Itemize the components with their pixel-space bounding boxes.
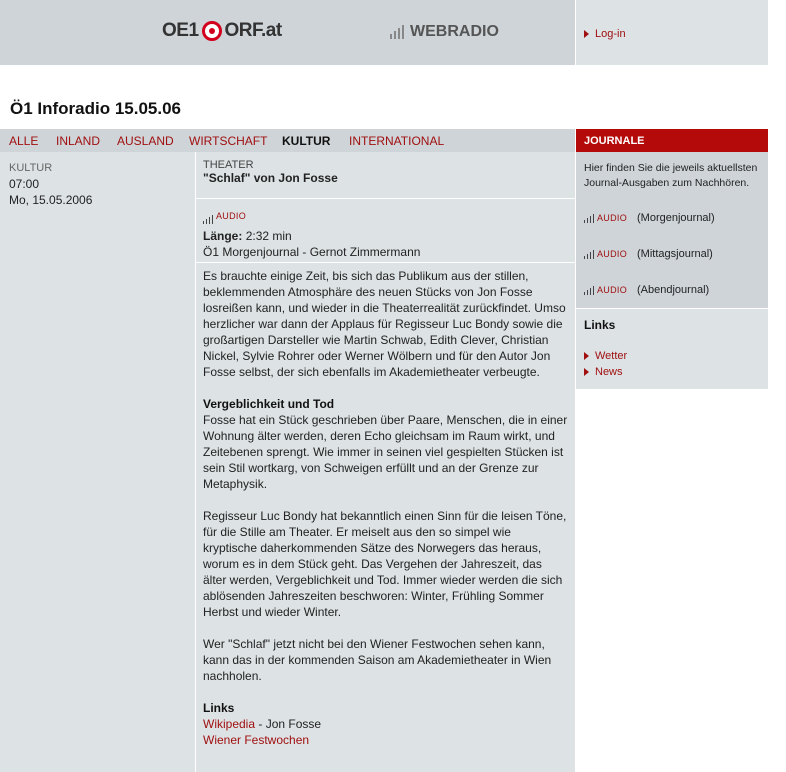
- subheading: Vergeblichkeit und Tod: [203, 397, 335, 411]
- nav-item-alle[interactable]: ALLE: [9, 134, 39, 148]
- logo-oe1-text: OE1: [162, 20, 199, 41]
- article-body: [203, 268, 568, 748]
- sidebar-links-title: Links: [584, 318, 616, 332]
- audio-bars-icon: [390, 25, 404, 39]
- webradio-link[interactable]: [390, 23, 499, 41]
- divider: [196, 262, 575, 263]
- sidebar-link-news[interactable]: [584, 366, 623, 378]
- page-title: Ö1 Inforadio 15.05.06: [10, 99, 182, 118]
- journal-item-abend[interactable]: [584, 284, 709, 296]
- audio-bars-icon: [584, 286, 594, 295]
- nav-item-wirtschaft[interactable]: WIRTSCHAFT: [189, 134, 268, 148]
- audio-bars-icon: [584, 214, 594, 223]
- link-row: [203, 732, 568, 748]
- meta-column: [0, 152, 195, 772]
- audio-label: AUDIO: [597, 249, 628, 259]
- link-suffix: - Jon Fosse: [255, 717, 322, 731]
- nav-item-kultur[interactable]: KULTUR: [282, 134, 331, 148]
- arrow-right-icon: [584, 368, 589, 376]
- oe1-orf-logo[interactable]: [162, 20, 282, 42]
- article-meta: [9, 160, 92, 208]
- audio-source: Ö1 Morgenjournal - Gernot Zimmermann: [203, 245, 421, 259]
- audio-play-link[interactable]: [584, 249, 627, 259]
- sidebar-link-wetter[interactable]: [584, 350, 627, 362]
- audio-label: AUDIO: [216, 211, 247, 221]
- journal-name: (Mittagsjournal): [637, 248, 713, 260]
- header-banner: [0, 0, 575, 65]
- meta-time: 07:00: [9, 177, 40, 191]
- arrow-right-icon: [584, 352, 589, 360]
- journale-intro: Hier finden Sie die jeweils aktuellsten Journal-Ausgaben zum Nachhören.: [584, 162, 758, 189]
- journal-name: (Morgenjournal): [637, 212, 715, 224]
- audio-bars-icon: [584, 250, 594, 259]
- sidebar-link-label: News: [595, 366, 623, 378]
- paragraph: Es brauchte einige Zeit, bis sich das Publikum aus der stillen, beklemmenden Atmosphäre des neuen Stücks von Jon Fosse losreißen kann, und wieder in die Theaterrealität zurückfindet. Umso herzlicher war dann der Applaus für Regisseur Luc Bondy sowie die großartigen Darsteller wie Martin Schwab, Edith Clever, Christian Nickel, Sylvie Rohrer oder Werner Wölbern und für den Autor Jon Fosse selbst, der sich ebenfalls im Akademietheater verbeugte.: [203, 269, 566, 379]
- article-title: "Schlaf" von Jon Fosse: [203, 171, 338, 185]
- paragraph: Fosse hat ein Stück geschrieben über Paare, Menschen, die in einer Wohnung älter werden, deren Echo gleichsam im Raum wirkt, und Zeitebenen sprengt. Wie immer in seinen viel gespielten Stücken ist sein Stil wortkarg, von Schweigen erfüllt und an der Grenze zur Metaphysik.: [203, 413, 568, 491]
- journale-header: [576, 129, 768, 152]
- audio-play-link[interactable]: [584, 213, 627, 223]
- meta-date: Mo, 15.05.2006: [9, 193, 93, 207]
- webradio-label: WEBRADIO: [410, 23, 499, 40]
- article-section: THEATER: [203, 159, 254, 171]
- journal-item-morgen[interactable]: [584, 212, 715, 224]
- sidebar-link-label: Wetter: [595, 350, 628, 362]
- link-row: [203, 716, 568, 732]
- audio-block: [203, 208, 568, 260]
- length-value: 2:32 min: [245, 229, 292, 243]
- audio-play-link[interactable]: [584, 285, 627, 295]
- audio-label: AUDIO: [597, 285, 628, 295]
- wikipedia-link[interactable]: Wikipedia: [203, 717, 256, 731]
- audio-play-link[interactable]: [203, 208, 246, 224]
- divider: [196, 198, 575, 199]
- journal-name: (Abendjournal): [637, 284, 710, 296]
- audio-label: AUDIO: [597, 213, 628, 223]
- category-nav: [0, 129, 575, 152]
- paragraph: Regisseur Luc Bondy hat bekanntlich einen Sinn für die leisen Töne, für die Stille am Theater. Er meiselt aus den so simpel wie kryptische daherkommenden Sätze des Norwegers das heraus, worum es in dem Stück geht. Das Vergehen der Jahreszeit, das älter werden, Vergeblichkeit und Tod. Immer wieder werden die sich ablösenden Jahreszeiten beschworen: Winter, Frühling Sommer Herbst und wieder Winter.: [203, 509, 567, 619]
- article-heading: [203, 159, 568, 185]
- nav-item-ausland[interactable]: AUSLAND: [117, 134, 174, 148]
- nav-item-international[interactable]: INTERNATIONAL: [349, 134, 445, 148]
- orf-eye-icon: [202, 21, 222, 41]
- nav-item-inland[interactable]: INLAND: [56, 134, 101, 148]
- login-label: Log-in: [595, 28, 626, 40]
- audio-length: [203, 228, 568, 244]
- paragraph: Wer "Schlaf" jetzt nicht bei den Wiener Festwochen sehen kann, kann das in der kommenden Saison am Akademietheater in Wien nachholen.: [203, 637, 552, 683]
- links-heading: Links: [203, 701, 235, 715]
- login-link[interactable]: [584, 28, 626, 40]
- length-label: Länge:: [203, 229, 243, 243]
- journale-title: JOURNALE: [584, 135, 645, 147]
- wiener-festwochen-link[interactable]: Wiener Festwochen: [203, 733, 310, 747]
- audio-bars-icon: [203, 215, 213, 224]
- arrow-right-icon: [584, 30, 589, 38]
- meta-category: KULTUR: [9, 162, 53, 174]
- logo-orf-text: ORF.at: [224, 20, 282, 41]
- journal-item-mittag[interactable]: [584, 248, 713, 260]
